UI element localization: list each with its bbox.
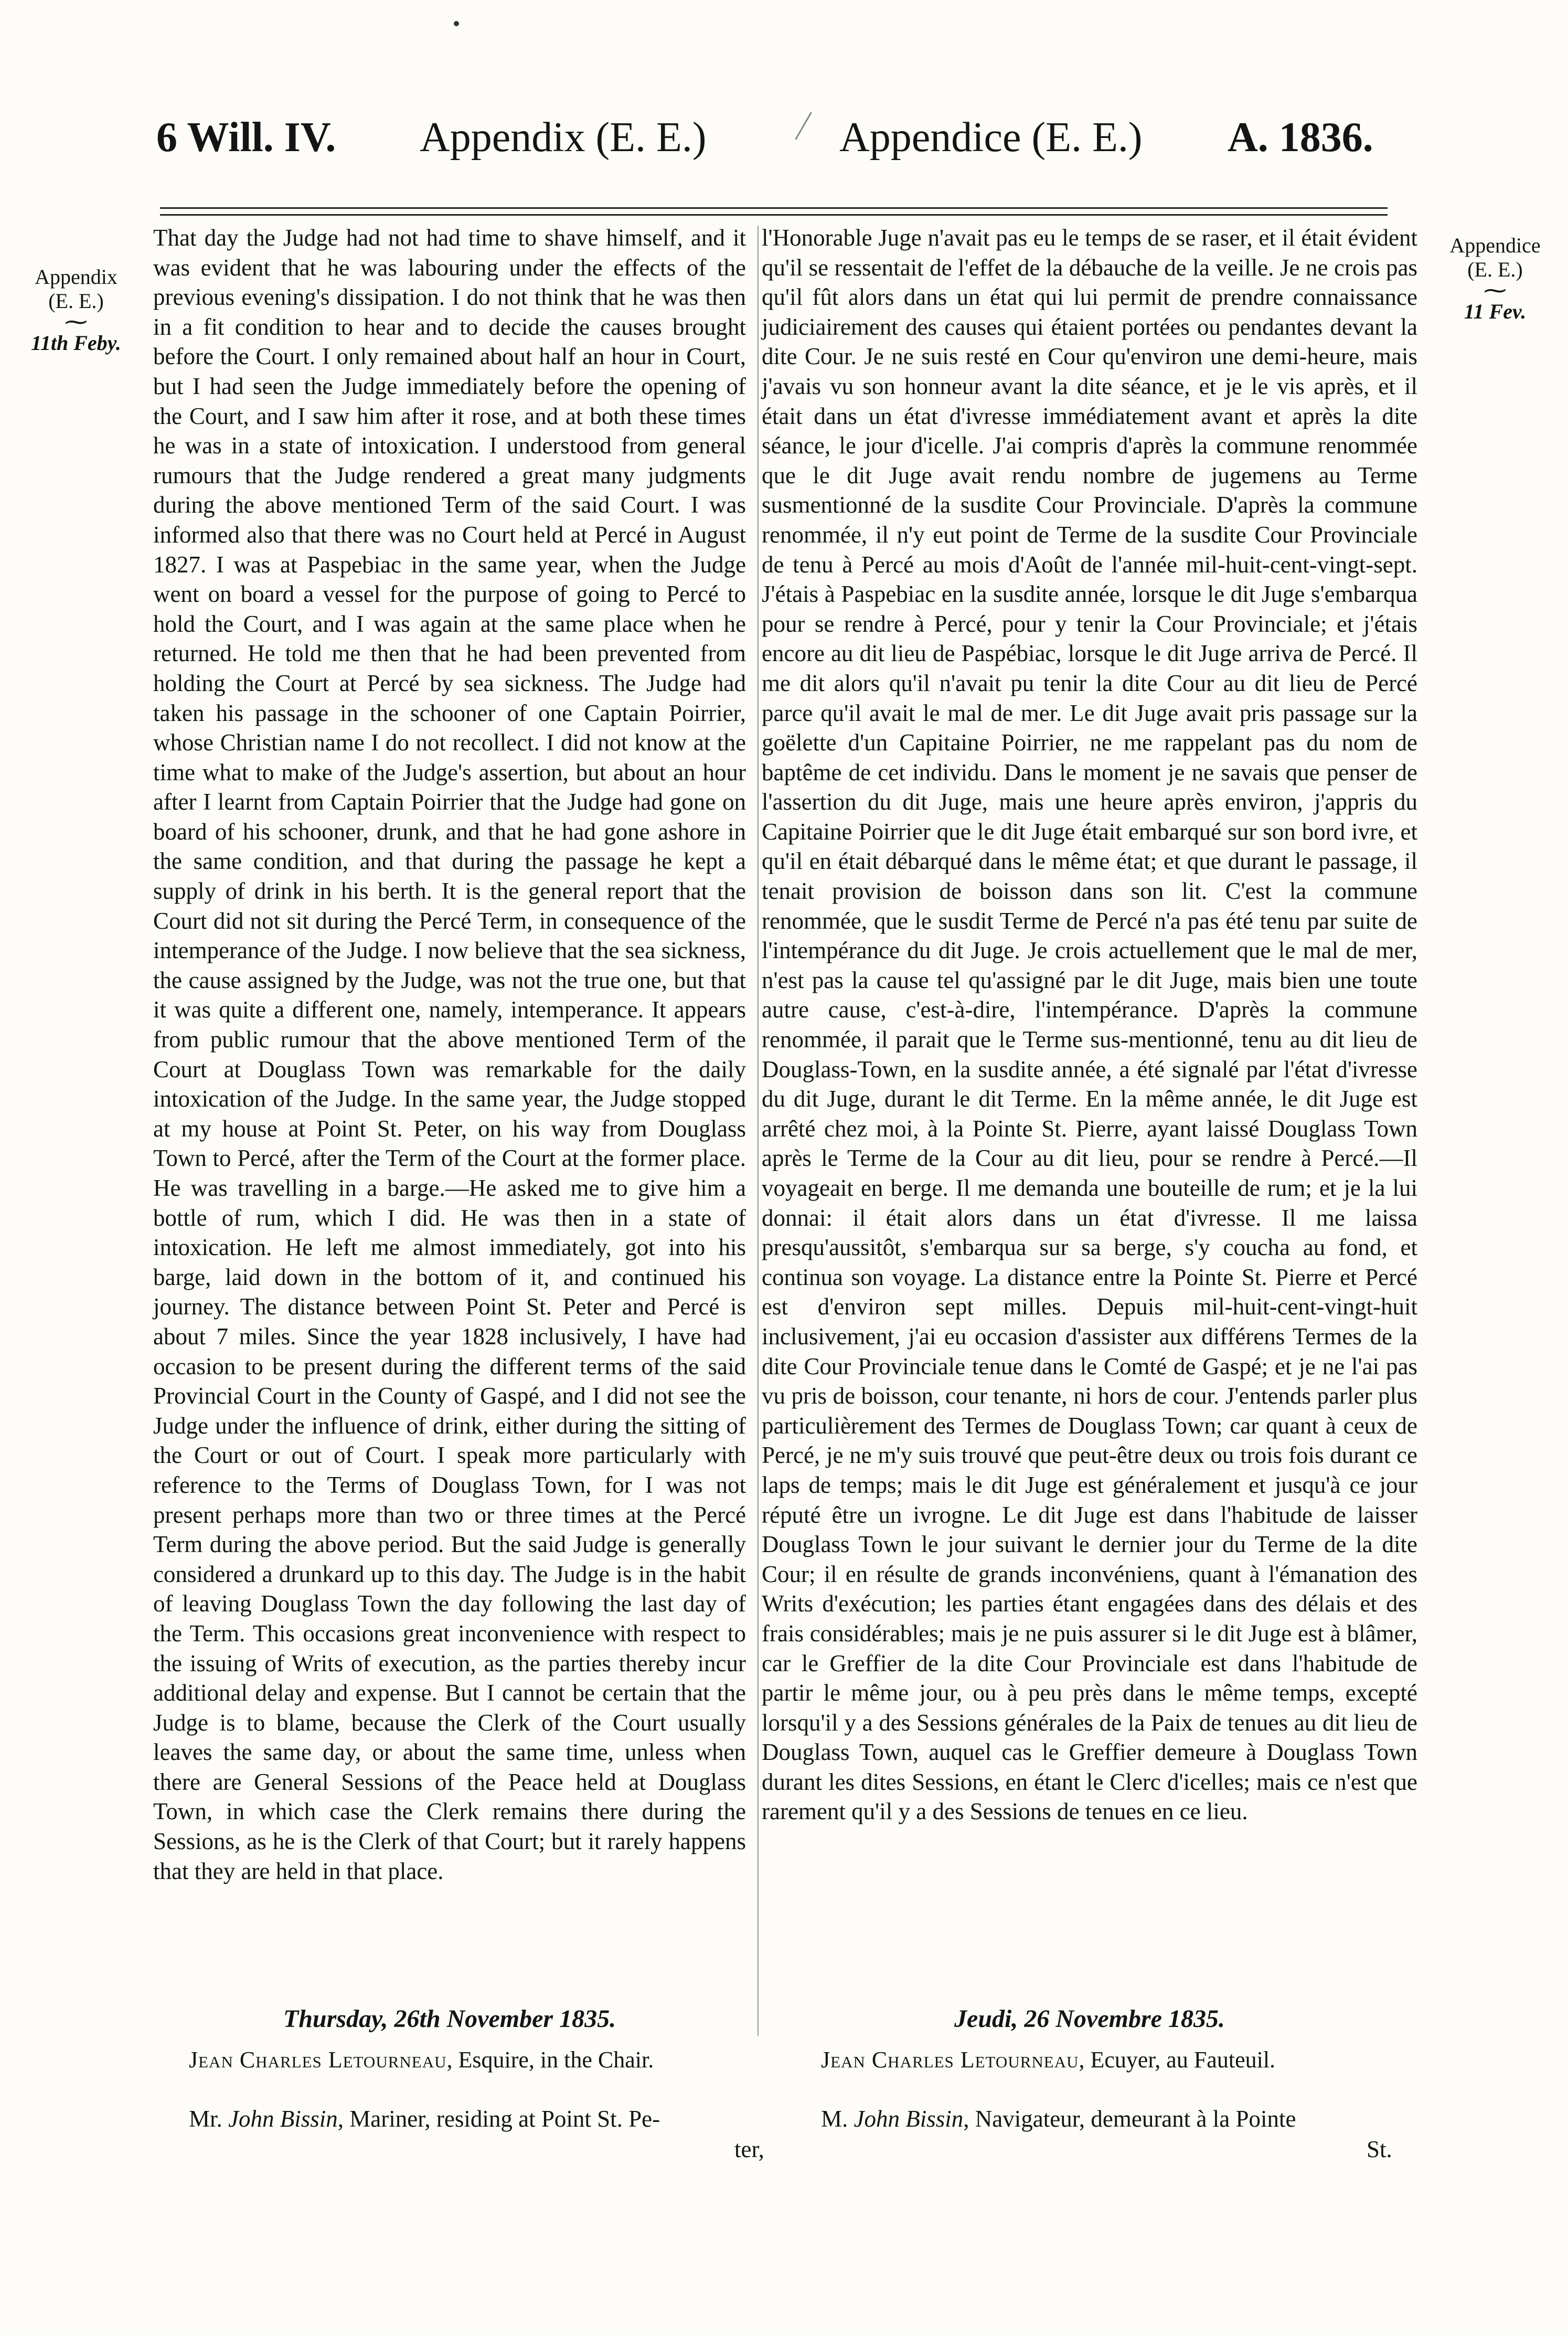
column-divider bbox=[758, 226, 759, 2036]
witness-prefix: M. bbox=[821, 2106, 848, 2132]
margin-label: Appendix bbox=[35, 265, 118, 289]
witness-line-tail-en: ter, bbox=[734, 2136, 764, 2162]
witness-line-en bbox=[189, 2104, 745, 2134]
margin-date: 11th Feby. bbox=[31, 331, 121, 355]
page-mark bbox=[454, 21, 459, 26]
chair-title: , Ecuyer, au Fauteuil. bbox=[1079, 2047, 1276, 2073]
margin-note-right bbox=[1430, 234, 1561, 324]
margin-ref: (E. E.) bbox=[48, 289, 104, 313]
header-title-en: Appendix (E. E.) bbox=[420, 114, 707, 161]
page-mark bbox=[795, 112, 812, 140]
session-date-fr: Jeudi, 26 Novembre 1835. bbox=[954, 2005, 1225, 2033]
margin-date: 11 Fev. bbox=[1464, 300, 1527, 323]
witness-name: John Bissin bbox=[854, 2106, 964, 2132]
french-column bbox=[762, 223, 1417, 1827]
witness-line-tail-fr: St. bbox=[1367, 2136, 1392, 2162]
margin-note-left bbox=[21, 265, 131, 355]
witness-name: John Bissin bbox=[228, 2106, 338, 2132]
header-volume: 6 Will. IV. bbox=[156, 114, 336, 161]
session-date-en: Thursday, 26th November 1835. bbox=[283, 2005, 616, 2033]
chair-line-en bbox=[189, 2046, 654, 2073]
margin-ref: (E. E.) bbox=[1467, 258, 1523, 281]
header-rule bbox=[160, 207, 1388, 209]
chair-name: Jean Charles Letourneau bbox=[821, 2047, 1079, 2073]
chair-line-fr bbox=[821, 2046, 1275, 2073]
witness-prefix: Mr. bbox=[189, 2106, 222, 2132]
header-title-fr: Appendice (E. E.) bbox=[839, 114, 1143, 161]
english-column bbox=[153, 223, 746, 1886]
margin-label: Appendice bbox=[1449, 234, 1541, 257]
witness-description: , Navigateur, demeurant à la Pointe bbox=[963, 2106, 1296, 2132]
header-rule bbox=[160, 214, 1388, 216]
witness-line-fr bbox=[821, 2104, 1393, 2134]
header-year: A. 1836. bbox=[1228, 114, 1373, 161]
chair-name: Jean Charles Letourneau bbox=[189, 2047, 447, 2073]
witness-description: , Mariner, residing at Point St. Pe- bbox=[337, 2106, 660, 2132]
swash-ornament-icon: ⁓ bbox=[1484, 278, 1507, 303]
swash-ornament-icon: ⁓ bbox=[65, 309, 88, 335]
chair-title: , Esquire, in the Chair. bbox=[446, 2047, 654, 2073]
testimony-text-en: That day the Judge had not had time to shave himself, and it was evident that he was labouring under the effects of the previous evening's dissipation. I do not think that he was then in a fit condition to hear and to decide the causes brought before the Court. I only remained about half an hour in Court, but I had seen the Judge immediately before the opening of the Court, and I saw him after it rose, and at both these times he was in a state of intoxication. I understood from general rumours that the Judge rendered a great many judgments during the above mentioned Term of the said Court. I was informed also that there was no Court held at Percé in August 1827. I was at Paspebiac in the same year, when the Judge went on board a vessel for the purpose of going to Percé to hold the Court, and I was again at the same place when he returned. He told me then that he had been prevented from holding the Court at Percé by sea sickness. The Judge had taken his passage in the schooner of one Captain Poirrier, whose Christian name I do not recollect. I did not know at the time what to make of the Judge's assertion, but about an hour after I learnt from Captain Poirrier that the Judge had gone on board of his schooner, drunk, and that he had gone ashore in the same condition, and that during the passage he kept a supply of drink in his berth. It is the general report that the Court did not sit during the Percé Term, in consequence of the intemperance of the Judge. I now believe that the sea sickness, the cause assigned by the Judge, was not the true one, but that it was quite a different one, namely, intemperance. It appears from public rumour that the above mentioned Term of the Court at Douglass Town was remarkable for the daily intoxication of the Judge. In the same year, the Judge stopped at my house at Point St. Peter, on his way from Douglass Town to Percé, after the Term of the Court at the former place. He was travelling in a barge.—He asked me to give him a bottle of rum, which I did. He was then in a state of intoxication. He left me almost immediately, got into his barge, laid down in the bottom of it, and continued his journey. The distance between Point St. Peter and Percé is about 7 miles. Since the year 1828 inclusively, I have had occasion to be present during the different terms of the said Provincial Court in the County of Gaspé, and I did not see the Judge under the influence of drink, either during the sitting of the Court or out of Court. I speak more particularly with reference to the Terms of Douglass Town, for I was not present perhaps more than two or three times at the Percé Term during the above period. But the said Judge is generally considered a drunkard up to this day. The Judge is in the habit of leaving Douglass Town the day following the last day of the Term. This occasions great inconvenience with respect to the issuing of Writs of execution, as the parties thereby incur additional delay and expense. But I cannot be certain that the Judge is to blame, because the Clerk of the Court usually leaves the same day, or about the same time, unless when there are General Sessions of the Peace held at Douglass Town, in which case the Clerk remains there during the Sessions, as he is the Clerk of that Court; but it rarely happens that they are held in that place. bbox=[153, 225, 746, 1884]
testimony-text-fr: l'Honorable Juge n'avait pas eu le temps de se raser, et il était évident qu'il se ressentait de l'effet de la débauche de la veille. Je ne crois pas qu'il fût alors dans un état qui lui permit de prendre connaissance judiciairement des causes qui étaient portées ou pendantes devant la dite Cour. Je ne suis resté en Cour qu'environ une demi-heure, mais j'avais vu son honneur avant la dite séance, et je le vis après, et il était dans un état d'ivresse immédiatement avant et après la dite séance, le jour d'icelle. J'ai compris d'après la commune renommée que le dit Juge avait rendu nombre de jugemens au Terme susmentionné de la susdite Cour Provinciale. D'après la commune renommée, il n'y eut point de Terme de la susdite Cour Provinciale de tenu à Percé au mois d'Août de l'année mil-huit-cent-vingt-sept. J'étais à Paspebiac en la susdite année, lorsque le dit Juge s'embarqua pour se rendre à Percé, pour y tenir la Cour Provinciale; et j'étais encore au dit lieu de Paspébiac, lorsque le dit Juge arriva de Percé. Il me dit alors qu'il n'avait pu tenir la dite Cour au dit lieu de Percé parce qu'il avait le mal de mer. Le dit Juge avait pris passage sur la goëlette d'un Capitaine Poirrier, ne me rappelant pas du nom de baptême de cet individu. Dans le moment je ne savais que penser de l'assertion du dit Juge, mais une heure après environ, j'appris du Capitaine Poirrier que le dit Juge était embarqué sur son bord ivre, et qu'il en était débarqué dans le même état; et que durant le passage, il tenait provision de boisson dans son lit. C'est la commune renommée, que le susdit Terme de Percé n'a pas été tenu par suite de l'intempérance du dit Juge. Je crois actuellement que le mal de mer, n'est pas la cause tel qu'assigné par le dit Juge, mais bien une toute autre cause, c'est-à-dire, l'intempérance. D'après la commune renommée, il parait que le Terme sus-mentionné, tenu au dit lieu de Douglass-Town, en la susdite année, a été signalé par l'état d'ivresse du dit Juge, durant le dit Terme. En la même année, le dit Juge est arrêté chez moi, à la Pointe St. Pierre, ayant laissé Douglass Town après le Terme de la Cour au dit lieu, pour se rendre à Percé.—Il voyageait en berge. Il me demanda une bouteille de rum; et je la lui donnai: il était alors dans un état d'ivresse. Il me laissa presqu'aussitôt, s'embarqua sur sa berge, s'y coucha au fond, et continua son voyage. La distance entre la Pointe St. Pierre et Percé est d'environ sept milles. Depuis mil-huit-cent-vingt-huit inclusivement, j'ai eu occasion d'assister aux différens Termes de la dite Cour Provinciale tenue dans le Comté de Gaspé; et je ne l'ai pas vu pris de boisson, cour tenante, ni hors de cour. J'entends parler plus particulièrement des Termes de Douglass Town; car quant à ceux de Percé, je ne m'y suis trouvé que peut-être deux ou trois fois durant ce laps de temps; mais le dit Juge est généralement et jusqu'à ce jour réputé être un ivrogne. Le dit Juge est dans l'habitude de laisser Douglass Town le jour suivant le dernier jour du Terme de la dite Cour; il en résulte de grands inconvéniens, quant à l'émanation des Writs d'exécution; les parties étant engagées dans des délais et des frais considérables; mais je ne puis assurer si le dit Juge est à blâmer, car le Greffier de la dite Cour Provinciale est dans l'habitude de partir le même jour, ou à peu près dans le même temps, excepté lorsqu'il y a des Sessions générales de la Paix de tenues au dit lieu de Douglass Town, auquel cas le Greffier demeure à Douglass Town durant les dites Sessions, en étant le Clerc d'icelles; mais ce n'est que rarement qu'il y a des Sessions de tenues en ce lieu. bbox=[762, 225, 1417, 1825]
